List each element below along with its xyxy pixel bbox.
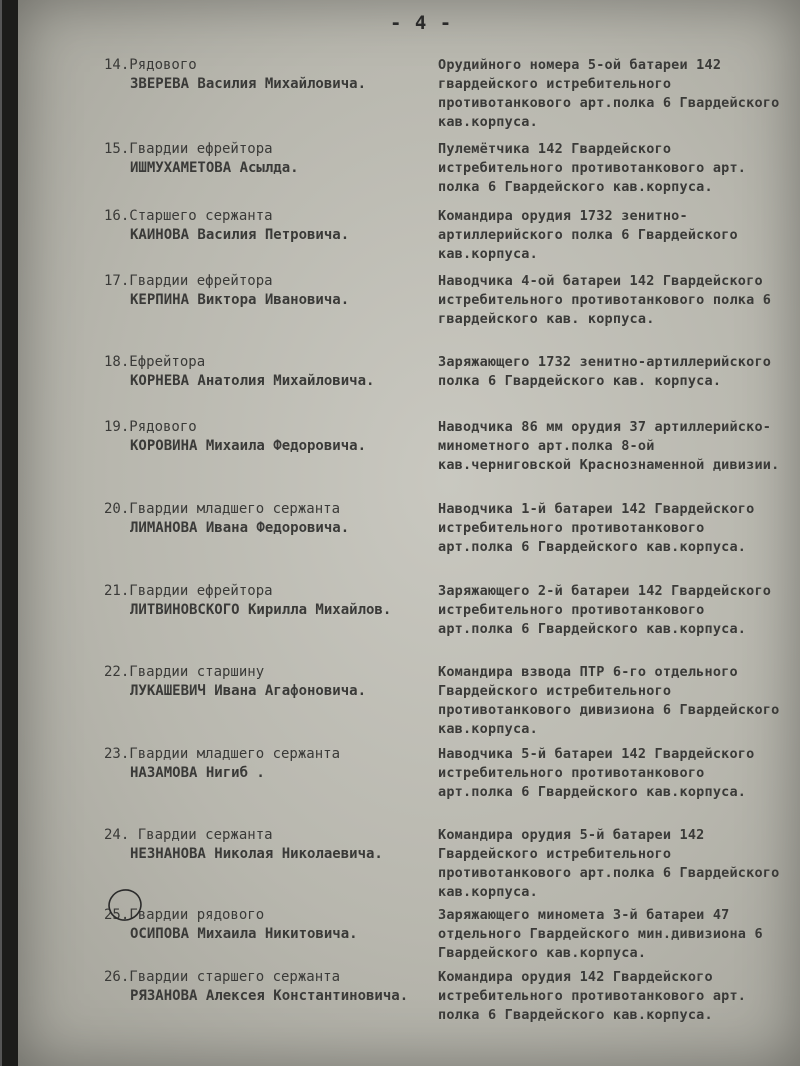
- entry-rank: 16.Старшего сержанта: [104, 208, 273, 224]
- entry-rank: 21.Гвардии ефрейтора: [104, 583, 273, 599]
- entry-rank: 22.Гвардии старшину: [104, 664, 265, 680]
- handwritten-circle-mark: [106, 886, 144, 924]
- entry-description: Наводчика 5-й батареи 142 Гвардейского истребительного противотанкового арт.полка 6 Гвардейского кав.корпуса.: [438, 746, 755, 800]
- entry-rank: 19.Рядового: [104, 419, 197, 435]
- entry-rank: 25.Гвардии рядового: [104, 907, 265, 923]
- entry-name: КАИНОВА Василия Петровича.: [130, 227, 350, 243]
- entry-description: Командира взвода ПТР 6-го отдельного Гвардейского истребительного противотанкового дивизиона 6 Гвардейского кав.корпуса.: [438, 664, 780, 737]
- entry-description: Заряжающего 2-й батареи 142 Гвардейского истребительного противотанкового арт.полка 6 Гвардейского кав.корпуса.: [438, 583, 772, 637]
- entry-name: РЯЗАНОВА Алексея Константиновича.: [130, 988, 409, 1004]
- entry-name: КОРОВИНА Михаила Федоровича.: [130, 438, 367, 454]
- entry-name: ИШМУХАМЕТОВА Асылда.: [130, 160, 299, 176]
- entry-description: Командира орудия 142 Гвардейского истребительного противотанкового арт. полка 6 Гвардейского кав.корпуса.: [438, 969, 747, 1023]
- entry-description: Наводчика 4-ой батареи 142 Гвардейского истребительного противотанкового полка 6 гвардейского кав. корпуса.: [438, 273, 772, 327]
- entry-name: ЗВЕРЕВА Василия Михайловича.: [130, 76, 367, 92]
- entry-description: Орудийного номера 5-ой батареи 142 гвардейского истребительного противотанкового арт.полка 6 Гвардейского кав.корпуса.: [438, 57, 780, 130]
- entry-rank: 17.Гвардии ефрейтора: [104, 273, 273, 289]
- entry-description: Наводчика 1-й батареи 142 Гвардейского истребительного противотанкового арт.полка 6 Гвардейского кав.корпуса.: [438, 501, 755, 555]
- entry-description: Заряжающего 1732 зенитно-артиллерийского полка 6 Гвардейского кав. корпуса.: [438, 354, 772, 389]
- entry-description: Наводчика 86 мм орудия 37 артиллерийско-минометного арт.полка 8-ой кав.черниговской Краснознаменной дивизии.: [438, 419, 780, 473]
- entry-description: Заряжающего миномета 3-й батареи 47 отдельного Гвардейского мин.дивизиона 6 Гвардейского кав.корпуса.: [438, 907, 763, 961]
- entry-description: Командира орудия 1732 зенитно-артиллерийского полка 6 Гвардейского кав.корпуса.: [438, 208, 738, 262]
- entry-name: КОРНЕВА Анатолия Михайловича.: [130, 373, 375, 389]
- entry-name: НАЗАМОВА Нигиб .: [130, 765, 265, 781]
- document-page: [18, 0, 800, 1066]
- entry-rank: 20.Гвардии младшего сержанта: [104, 501, 341, 517]
- entry-name: ОСИПОВА Михаила Никитовича.: [130, 926, 358, 942]
- entry-description: Командира орудия 5-й батареи 142 Гвардейского истребительного противотанкового арт.полка 6 Гвардейского кав.корпуса.: [438, 827, 780, 900]
- entry-rank: 23.Гвардии младшего сержанта: [104, 746, 341, 762]
- entry-name: ЛИМАНОВА Ивана Федоровича.: [130, 520, 350, 536]
- entry-rank: 26.Гвардии старшего сержанта: [104, 969, 341, 985]
- entry-rank: 18.Ефрейтора: [104, 354, 206, 370]
- entry-rank: 14.Рядового: [104, 57, 197, 73]
- entry-rank: 15.Гвардии ефрейтора: [104, 141, 273, 157]
- entry-name: НЕЗНАНОВА Николая Николаевича.: [130, 846, 383, 862]
- entry-name: ЛУКАШЕВИЧ Ивана Агафоновича.: [130, 683, 367, 699]
- page-edge-shadow: [0, 0, 2, 1066]
- entry-name: ЛИТВИНОВСКОГО Кирилла Михайлов.: [130, 602, 392, 618]
- entry-name: КЕРПИНА Виктора Ивановича.: [130, 292, 350, 308]
- entry-description: Пулемётчика 142 Гвардейского истребительного противотанкового арт. полка 6 Гвардейского кав.корпуса.: [438, 141, 747, 195]
- entry-rank: 24. Гвардии сержанта: [104, 827, 273, 843]
- page-number: - 4 -: [390, 12, 453, 34]
